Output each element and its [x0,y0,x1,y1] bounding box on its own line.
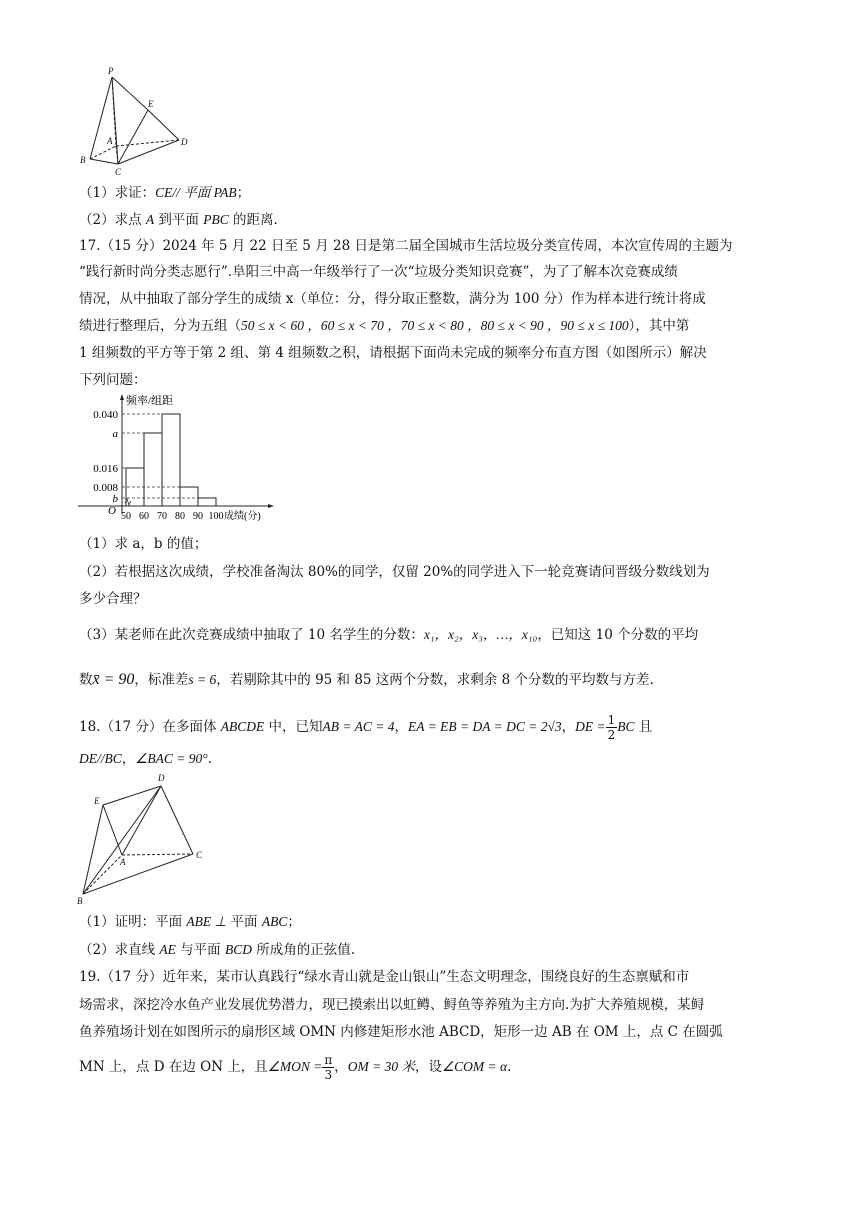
q18-frac-den: 2 [607,728,616,742]
q18-part2-plane: BCD [224,942,252,957]
polyhedron-figure [76,770,206,906]
q16-part2-prefix: （2）求点 [79,212,146,228]
q16-part1-math: CE// 平面 PAB [155,185,237,200]
q18-part1-mid: 平面 [226,914,262,930]
q18-part2-prefix: （2）求直线 [79,942,160,958]
q18-line2 [79,749,212,769]
q17-line4-suffix: ），其中第 [628,318,690,334]
q18-part1-m1: ABE ⊥ [186,914,227,929]
q17-part3-l2-mid: ，标准差 [134,672,189,688]
q18-part1-m2: ABC [261,914,288,929]
histogram-bar [144,433,162,506]
q17-part3-prefix: （3）某老师在此次竞赛成绩中抽取了 10 名学生的分数： [79,627,424,643]
y-axis-label: 频率/组距 [126,395,174,407]
q18-fraction [606,713,618,742]
label-P: P [108,66,114,76]
q18-l2-suffix: . [207,751,212,767]
q18-eq2: EA = EB = DA = DC = 2√3 [408,719,562,734]
label-E: E [148,99,154,109]
q17-part3-suffix: ，已知这 10 个分数的平均 [537,627,699,643]
histogram-bar [162,414,180,506]
q19-l4-mid2: ，设 [415,1059,443,1075]
label-A2: A [120,857,126,867]
x-axis-label: 成绩(分) [224,511,261,522]
x-tick-label: 60 [139,511,149,522]
q19-line1: 19.（17 分）近年来，某市认真践行“绿水青山就是金山银山”生态文明理念，围绕良好的生态禀赋和市 [79,969,690,985]
q19-l4-suffix: . [507,1059,512,1075]
label-B: B [80,155,86,165]
q18-part2-line: AE [159,942,176,957]
q18-eq1: AB = AC = 4 [322,719,395,734]
q18-sep: ， [394,719,409,735]
q18-part2-mid: 与平面 [175,942,225,958]
q16-part2-plane: PBC [203,212,229,227]
q18-part1 [79,912,301,932]
x-tick-label: 50 [121,511,131,522]
label-E2: E [94,796,100,806]
q18-name: ABCDE [220,719,265,734]
q18-prefix: 18.（17 分）在多面体 [79,719,221,735]
q18-l2-sep: ， [121,751,136,767]
q19-om: OM = 30 米 [347,1059,416,1074]
q18-part2 [79,940,355,960]
q16-part2-mid: 到平面 [154,212,204,228]
x-axis-arrow [268,504,274,508]
x-tick-label: 80 [175,511,185,522]
q18-part2-suffix: 所成角的正弦值. [251,942,356,958]
x-tick-label: 70 [157,511,167,522]
q16-part1 [79,183,250,203]
y-tick-label: b [112,493,118,505]
x-tick-label: 100 [208,511,224,522]
frequency-histogram [76,392,276,524]
label-A: A [107,136,113,146]
q17-part3-line2 [79,670,654,690]
q17-mean: x̄ = 90 [92,671,135,688]
q18-eq3-left: DE = [575,719,606,734]
q18-cond1: DE//BC [79,751,122,766]
q19-l4-mid: ， [334,1059,348,1075]
q17-line3: 情况，从中抽取了部分学生的成绩 x（单位：分，得分取正整数，满分为 100 分）作为样本进行统计将成 [79,291,706,307]
q17-part2-line1: （2）若根据这次成绩，学校准备淘汰 80%的同学，仅留 20%的同学进入下一轮竞赛请问晋级分数线划为 [79,564,710,580]
q17-part3-l2-prefix: 数 [79,672,93,688]
label-B2: B [77,896,83,906]
label-D: D [181,137,188,147]
q17-line4-prefix: 绩进行整理后，分为五组（ [79,318,241,334]
q17-part3-line1 [79,625,698,645]
q17-line1: 17.（15 分）2024 年 5 月 22 日至 5 月 28 日是第二届全国城市生活垃圾分类宣传周，本次宣传周的主题为 [79,238,733,254]
histogram-bar [180,487,198,506]
q18-cond2: ∠BAC = 90° [135,751,208,766]
q17-line2: “践行新时尚分类志愿行”.阜阳三中高一年级举行了一次“垃圾分类知识竞赛”，为了了解本次竞赛成绩 [79,264,678,280]
y-axis-arrow [120,394,124,400]
label-C2: C [196,850,203,860]
q17-line6: 下列问题： [79,372,147,388]
q17-part1: （1）求 a，b 的值； [79,536,208,552]
q18-sep2: ， [561,719,576,735]
q16-part2 [79,210,278,230]
q16-part2-suffix: 的距离. [228,212,278,228]
q17-sd: s = 6 [188,672,217,687]
q18-part1-prefix: （1）证明：平面 [79,914,187,930]
origin-label: O [108,505,116,517]
q19-angle: ∠MON = [267,1059,323,1074]
q17-part3-l2-suffix: ，若剔除其中的 95 和 85 这两个分数，求剩余 8 个分数的平均数与方差. [216,672,654,688]
q18-mid: 中，已知 [264,719,323,735]
q16-part1-suffix: ； [236,185,251,201]
q19-line2: 场需求，深挖冷水鱼产业发展优势潜力，现已摸索出以虹鳟、鲟鱼等养殖为主方向.为扩大养殖规模，某鲟 [79,997,705,1013]
q18-eq3-right: BC [617,719,635,734]
q19-line4 [79,1052,511,1082]
histogram-bar [198,498,216,506]
q19-frac-den: 3 [324,1068,333,1082]
label-D2: D [158,773,165,783]
q17-line4 [79,316,689,336]
q17-part3-vars: x₁，x₂，x₃，…，x₁₀ [423,627,538,642]
pyramid-figure [78,66,198,178]
q18-frac-num: 1 [607,713,616,727]
q18-suffix: 且 [634,719,653,735]
q17-group-ranges: 50 ≤ x < 60 ，60 ≤ x < 70 ，70 ≤ x < 80 ，80 ≤ x < 90 ，90 ≤ x ≤ 100 [241,318,629,333]
q18-part1-suffix: ； [287,914,301,930]
label-C: C [115,167,122,177]
q19-line3: 鱼养殖场计划在如图所示的扇形区域 OMN 内修建矩形水池 ABCD，矩形一边 AB 在 OM 上，点 C 在圆弧 [79,1024,723,1040]
y-tick-label: 0.040 [93,409,118,421]
q16-part2-point: A [145,212,155,227]
q17-line5: 1 组频数的平方等于第 2 组、第 4 组频数之积，请根据下面尚未完成的频率分布直方图（如图所示）解决 [79,345,707,361]
y-tick-label: 0.008 [93,482,118,494]
q19-alpha: ∠COM = α [442,1059,508,1074]
q19-fraction [322,1053,334,1082]
q17-part2-line2: 多少合理？ [79,591,147,607]
y-tick-label: a [112,428,118,440]
y-tick-label: 0.016 [93,463,118,475]
q19-frac-num: π [324,1053,333,1067]
q16-part1-prefix: （1）求证： [79,185,156,201]
q18-line1 [79,712,652,742]
q19-l4-prefix: MN 上，点 D 在边 ON 上，且 [79,1059,268,1075]
x-tick-label: 90 [193,511,203,522]
